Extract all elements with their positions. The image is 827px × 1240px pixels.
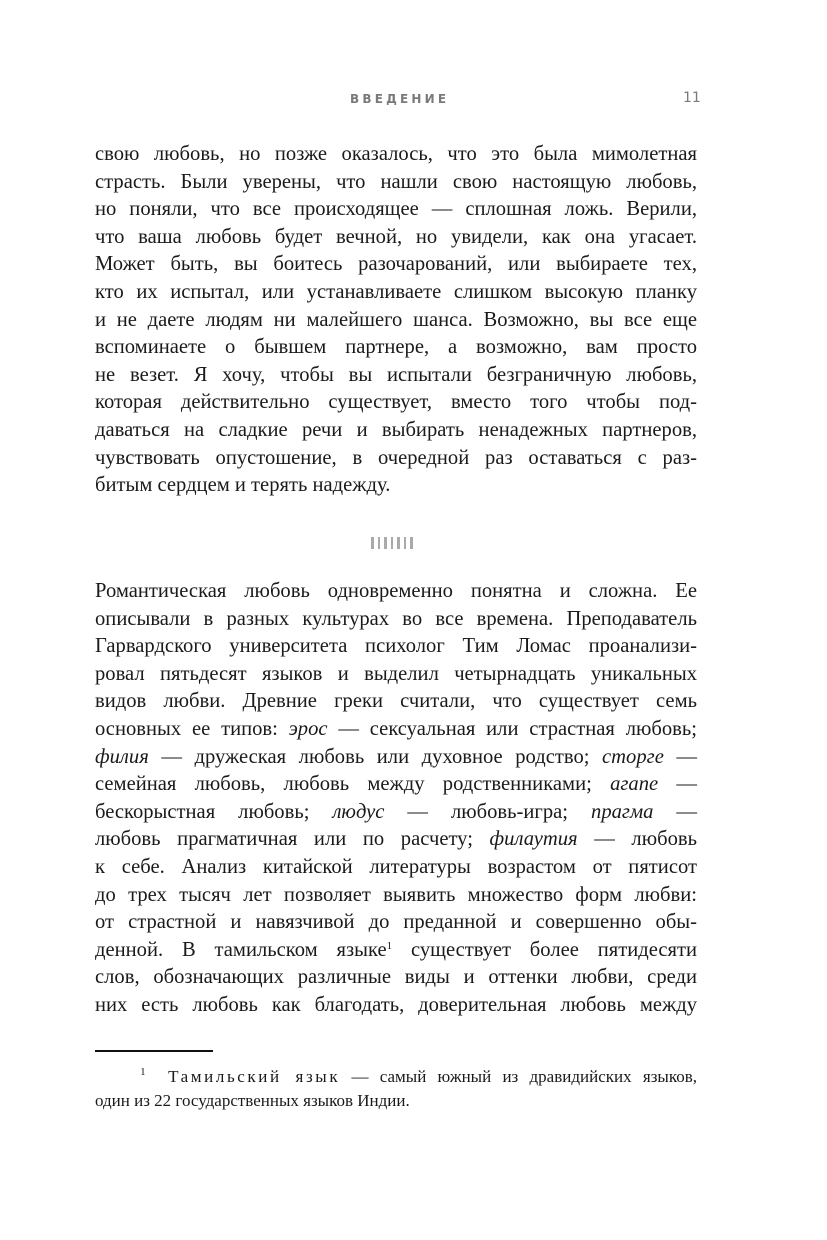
footnote-line: один из 22 государственных языков Индии. xyxy=(95,1091,410,1110)
italic-term: сторге xyxy=(602,745,664,768)
footnote-text: — самый южный из дравидийских языков, xyxy=(340,1067,697,1086)
text-segment: свою любовь, но позже оказалось, что это была мимолетная xyxy=(95,143,697,165)
text-line xyxy=(95,799,697,827)
text-line xyxy=(95,909,697,937)
text-line xyxy=(95,661,697,689)
text-line xyxy=(95,771,697,799)
footnote-marker: 1 xyxy=(140,1066,146,1078)
text-segment: к себе. Анализ китайской литературы возрастом от пятисот xyxy=(95,855,697,878)
text-line xyxy=(95,826,697,854)
text-line xyxy=(95,688,697,716)
text-line xyxy=(95,251,697,279)
text-segment: и не даете людям ни малейшего шанса. Возможно, вы все еще xyxy=(95,308,697,331)
text-segment: которая действительно существует, вместо того чтобы под- xyxy=(95,391,697,414)
section-separator xyxy=(371,537,413,549)
text-line xyxy=(95,224,697,252)
text-line xyxy=(95,334,697,362)
text-segment: что ваша любовь будет вечной, но увидели, как она угасает. xyxy=(95,225,697,248)
text-line xyxy=(95,141,697,169)
text-segment: ровал пятьдесят языков и выделил четырнадцать уникальных xyxy=(95,662,697,685)
text-segment: — дружеская любовь или духовное родство; xyxy=(148,745,603,768)
page-number: 11 xyxy=(683,90,701,106)
text-line xyxy=(95,307,697,335)
text-segment: существует более пятидесяти xyxy=(392,938,697,961)
paragraph-1 xyxy=(95,141,697,500)
text-segment: любовь прагматичная или по расчету; xyxy=(95,828,490,851)
text-line xyxy=(95,279,697,307)
footnote-reference: 1 xyxy=(386,939,393,952)
footnote-term: Тамильский язык xyxy=(168,1067,341,1086)
text-segment: бескорыстная любовь; xyxy=(95,800,333,823)
text-segment: Романтическая любовь одновременно понятна и сложна. Ее xyxy=(95,580,697,602)
text-segment: даваться на сладкие речи и выбирать ненадежных партнеров, xyxy=(95,418,697,441)
text-segment: денной. В тамильском языке xyxy=(95,938,387,961)
text-segment: — xyxy=(658,773,697,796)
text-line xyxy=(95,964,697,992)
text-segment: них есть любовь как благодать, доверительная любовь между xyxy=(95,993,697,1016)
text-segment: основных ее типов: xyxy=(95,717,289,740)
text-segment: — любовь xyxy=(577,828,697,851)
text-segment: — xyxy=(653,800,698,823)
text-line xyxy=(95,362,697,390)
text-line xyxy=(95,744,697,772)
text-line xyxy=(95,716,697,744)
text-line xyxy=(95,417,697,445)
text-segment: — сексуальная или страстная любовь; xyxy=(327,717,698,740)
text-segment: кто их испытал, или устанавливаете слишком высокую планку xyxy=(95,280,697,303)
footnote-line xyxy=(95,1065,697,1089)
text-segment: до трех тысяч лет позволяет выявить множество форм любви: xyxy=(95,883,697,906)
italic-term: агапе xyxy=(610,773,659,796)
text-line xyxy=(95,196,697,224)
text-segment: Может быть, вы боитесь разочарований, или выбираете тех, xyxy=(95,253,697,276)
text-segment: чувствовать опустошение, в очередной раз оставаться с раз- xyxy=(95,446,697,469)
text-line xyxy=(95,854,697,882)
paragraph-2 xyxy=(95,578,697,1020)
italic-term: филаутия xyxy=(489,828,578,851)
running-head: ВВЕДЕНИЕ xyxy=(350,92,450,106)
text-segment: страсть. Были уверены, что нашли свою настоящую любовь, xyxy=(95,170,697,193)
footnote xyxy=(95,1065,697,1113)
text-segment: — xyxy=(663,745,697,768)
text-line xyxy=(95,882,697,910)
italic-term: людус xyxy=(332,800,385,823)
text-line xyxy=(95,633,697,661)
text-segment: вспоминаете о бывшем партнере, а возможно, вам просто xyxy=(95,336,697,359)
text-line xyxy=(95,578,697,606)
text-segment: от страстной и навязчивой до преданной и совершенно обы- xyxy=(95,911,697,934)
text-segment: но поняли, что все происходящее — сплошная ложь. Верили, xyxy=(95,198,697,221)
italic-term: эрос xyxy=(288,717,328,740)
text-segment: не везет. Я хочу, чтобы вы испытали безграничную любовь, xyxy=(95,363,697,386)
text-line xyxy=(95,606,697,634)
text-segment: битым сердцем и терять надежду. xyxy=(95,474,391,497)
italic-term: филия xyxy=(95,745,149,768)
text-line xyxy=(95,937,697,965)
text-segment: Гарвардского университета психолог Тим Ломас проанализи- xyxy=(95,635,697,658)
text-line xyxy=(95,445,697,473)
text-segment: слов, обозначающих различные виды и оттенки любви, среди xyxy=(95,966,697,989)
text-line xyxy=(95,389,697,417)
text-segment: — любовь-игра; xyxy=(384,800,592,823)
italic-term: прагма xyxy=(591,800,654,823)
text-segment: описывали в разных культурах во все времена. Преподаватель xyxy=(95,607,697,630)
text-line xyxy=(95,169,697,197)
text-line xyxy=(95,472,697,500)
text-line xyxy=(95,992,697,1020)
text-segment: семейная любовь, любовь между родственниками; xyxy=(95,773,611,796)
footnote-rule xyxy=(95,1050,213,1052)
text-segment: видов любви. Древние греки считали, что существует семь xyxy=(95,690,697,713)
